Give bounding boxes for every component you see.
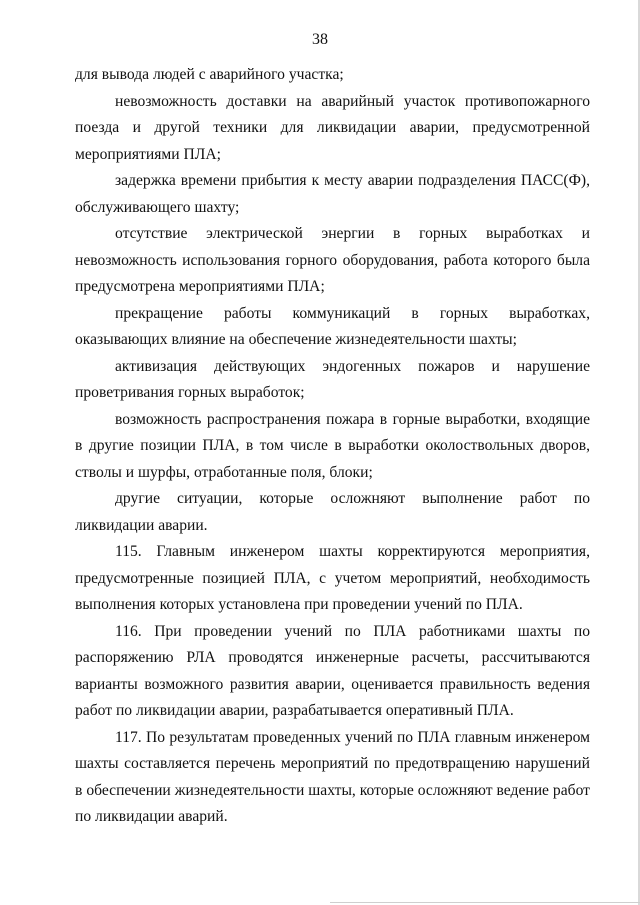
document-body (75, 62, 590, 831)
paragraph-other-situations: другие ситуации, которые осложняют выполнение работ по ликвидации аварии. (75, 490, 590, 534)
paragraph-clause-117: 117. По результатам проведенных учений по ПЛА главным инженером шахты составляется перечень мероприятий по предотвращению нарушений в обеспечении жизнедеятельности шахты, которые осложняют ведение работ по ликвидации аварий. (75, 728, 590, 825)
paragraph-pass-arrival-delay: задержка времени прибытия к месту аварии подразделения ПАСС(Ф), обслуживающего шахту; (75, 172, 590, 216)
paragraph-clause-115: 115. Главным инженером шахты корректируются мероприятия, предусмотренные позицией ПЛА, с учетом мероприятий, необходимость выполнения которых установлена при проведении учений по ПЛА. (75, 543, 590, 613)
paragraph-fire-spread: возможность распространения пожара в горные выработки, входящие в другие позиции ПЛА, в том числе в выработки околоствольных дворов, стволы и шурфы, отработанные поля, блоки; (75, 410, 590, 481)
paragraph-fire-train-access: невозможность доставки на аварийный участок противопожарного поезда и другой техники для ликвидации аварии, предусмотренной мероприятиями ПЛА; (75, 92, 590, 163)
paragraph-no-electric-power: отсутствие электрической энергии в горных выработках и невозможность использования горного оборудования, работа которого была предусмотрена мероприятиями ПЛА; (75, 225, 590, 295)
paragraph-clause-116: 116. При проведении учений по ПЛА работниками шахты по распоряжению РЛА проводятся инженерные расчеты, рассчитываются варианты возможного развития аварии, оценивается правильность ведения работ по ликвидации аварии, разрабатывается оперативный ПЛА. (75, 622, 590, 719)
scan-edge-bottom (330, 902, 640, 903)
page-number: 38 (312, 31, 328, 48)
paragraph-continuation: для вывода людей с аварийного участка; (75, 66, 344, 83)
paragraph-communications-stop: прекращение работы коммуникаций в горных выработках, оказывающих влияние на обеспечение жизнедеятельности шахты; (75, 304, 590, 348)
paragraph-endogenous-fires: активизация действующих эндогенных пожаров и нарушение проветривания горных выработок; (75, 357, 590, 401)
